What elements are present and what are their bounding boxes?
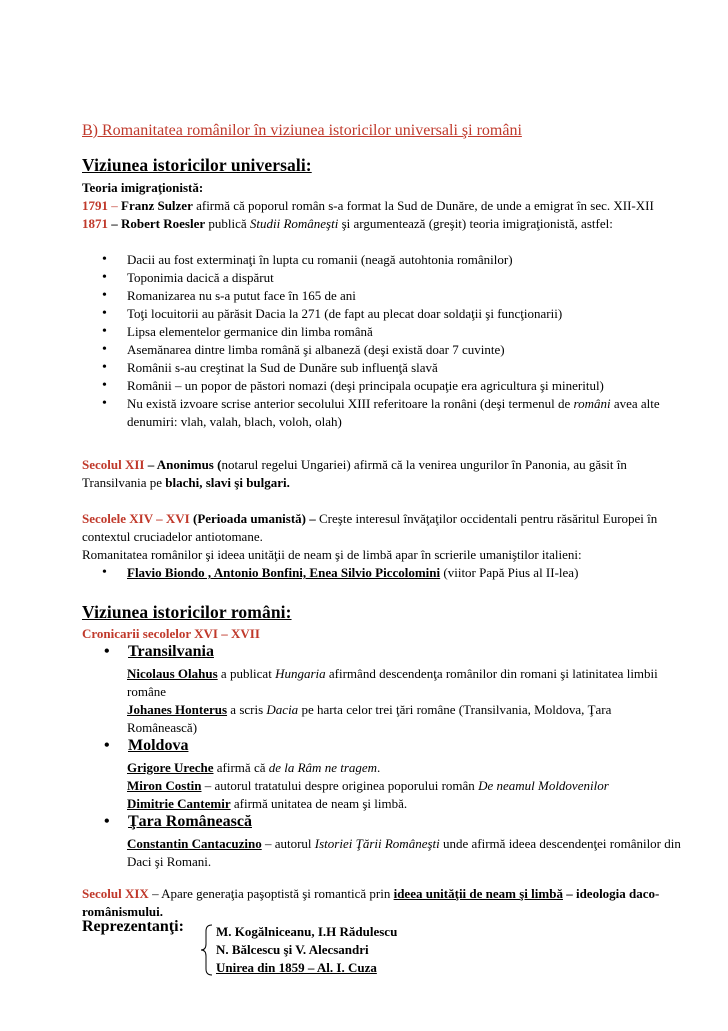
bullet-icon: •: [104, 737, 110, 754]
sulzer-name: Franz Sulzer: [121, 198, 193, 213]
roesler-work: Studii Româneşti: [249, 216, 339, 231]
transilvania-details: [127, 665, 682, 737]
costin-name: Miron Costin: [127, 778, 202, 793]
roesler-line: [82, 215, 672, 233]
xix-paragraph: [82, 885, 672, 921]
anonimus-peoples: blachi, slavi şi bulgari.: [165, 475, 290, 490]
sulzer-text: afirmă că poporul român s-a format la Sud de Dunăre, de unde a emigrat în sec. XII-XII: [192, 198, 654, 213]
list-item: • Toponimia dacică a dispărut: [82, 269, 672, 287]
transilvania-item: [104, 643, 214, 661]
humanist-names: Flavio Biondo , Antonio Bonfini, Enea Silvio Piccolomini: [127, 565, 441, 580]
section-title: B) Romanitatea românilor în viziunea istoricilor universali şi români: [82, 122, 522, 139]
bullet-icon: •: [104, 813, 110, 830]
honterus-text1: a scris: [227, 702, 267, 717]
humanism-century: Secolele XIV – XVI: [82, 511, 190, 526]
anonimus-century: Secolul XII: [82, 457, 145, 472]
last-argument-text2: avea alte denumiri: vlah, valah, blach, voloh, olah): [127, 396, 660, 429]
romanian-heading: Viziunea istoricilor români:: [82, 602, 292, 622]
cantemir-name: Dimitrie Cantemir: [127, 796, 231, 811]
cantacuzino-name: Constantin Cantacuzino: [127, 836, 262, 851]
sulzer-year: 1791: [82, 198, 108, 213]
olahus-line: [127, 665, 682, 701]
roesler-name: Robert Roesler: [121, 216, 206, 231]
moldova-label: Moldova: [128, 737, 189, 754]
humanism-label: (Perioada umanistă) –: [189, 511, 320, 526]
last-argument-text1: Nu există izvoare scrise anterior secolului XIII referitoare la ronâni (deşi termenul de: [127, 396, 574, 411]
list-item: N. Bălcescu şi V. Alecsandri: [216, 942, 369, 957]
cantemir-text1: afirmă unitatea de neam şi limbă.: [230, 796, 408, 811]
costin-line: [127, 777, 682, 795]
tara-romaneasca-item: [104, 813, 252, 831]
costin-work: De neamul Moldovenilor: [478, 778, 609, 793]
list-item: • Românii s-au creştinat la Sud de Dunăre sub influenţă slavă: [82, 359, 672, 377]
xix-text2: – ideologia daco-românismului.: [82, 886, 660, 919]
sulzer-paragraph: [82, 179, 672, 233]
moldova-details: [127, 759, 682, 813]
xix-idea: ideea unităţii de neam şi limbă: [393, 886, 563, 901]
list-item: • Românii – un popor de păstori nomazi (deşi principala ocupaţie era agricultura şi mineritul): [82, 377, 672, 395]
humanism-text2: Romanitatea românilor şi ideea unităţii de neam şi de limbă apar în scrierile umaniştilor italieni:: [82, 547, 582, 562]
honterus-work: Dacia: [266, 702, 299, 717]
ureche-text2: .: [377, 760, 381, 775]
humanism-paragraph: [82, 510, 672, 564]
representatives-label: Reprezentanţi:: [82, 918, 184, 935]
honterus-line: [127, 701, 682, 737]
humanism-line: [82, 510, 672, 546]
roesler-text1: publică: [205, 216, 250, 231]
list-item: • Asemănarea dintre limba română şi albaneză (deşi există doar 7 cuvinte): [82, 341, 672, 359]
list-item: • Romanizarea nu s-a putut face în 165 de ani: [82, 287, 672, 305]
ureche-name: Grigore Ureche: [127, 760, 214, 775]
cantemir-line: [127, 795, 682, 813]
list-item: • Toţi locuitorii au părăsit Dacia la 271 (de fapt au plecat doar soldaţii şi funcţionarii): [82, 305, 672, 323]
immigration-theory-label: Teoria imigraţionistă:: [82, 180, 204, 195]
list-item: [82, 395, 672, 431]
costin-text1: – autorul tratatului despre originea poporului român: [201, 778, 479, 793]
brace-icon: [200, 924, 214, 976]
tara-romaneasca-details: [127, 835, 682, 871]
list-item: M. Kogălniceanu, I.H Rădulescu: [216, 924, 398, 939]
humanist-names-note: (viitor Papă Pius al II-lea): [440, 565, 579, 580]
olahus-work: Hungaria: [275, 666, 326, 681]
honterus-name: Johanes Honterus: [127, 702, 228, 717]
list-item: • Dacii au fost exterminaţi în lupta cu romanii (neagă autohtonia românilor): [82, 251, 672, 269]
cantacuzino-work: Istoriei Ţării Româneşti: [314, 836, 440, 851]
olahus-name: Nicolaus Olahus: [127, 666, 218, 681]
representatives-list: [216, 923, 397, 977]
xix-text1: – Apare generaţia paşoptistă şi romantică prin: [148, 886, 394, 901]
ureche-text1: afirmă că: [213, 760, 269, 775]
cantacuzino-line: [127, 835, 682, 871]
anonimus-text: notarul regelui Ungariei) afirmă că la venirea ungurilor în Panonia, au găsit în Transilvania pe: [82, 457, 627, 490]
transilvania-label: Transilvania: [128, 643, 214, 660]
sulzer-dash: –: [108, 198, 121, 213]
xix-century: Secolul XIX: [82, 886, 149, 901]
list-item: Unirea din 1859 – Al. I. Cuza: [216, 960, 377, 975]
olahus-text1: a publicat: [217, 666, 276, 681]
list-item: • Lipsa elementelor germanice din limba română: [82, 323, 672, 341]
honterus-text2: pe harta celor trei ţări române (Transilvania, Moldova, Ţara Românească): [127, 702, 612, 735]
list-item: [82, 564, 672, 582]
ureche-quote: de la Râm ne tragem: [268, 760, 378, 775]
last-argument-italic: români: [573, 396, 611, 411]
cantacuzino-text2: unde afirmă ideea descendenţei românilor din Daci şi Romani.: [127, 836, 681, 869]
anonimus-paragraph: [82, 456, 672, 492]
bullet-icon: •: [104, 643, 110, 660]
roesler-text2: şi argumentează (greşit) teoria imigraţionistă, astfel:: [338, 216, 613, 231]
chroniclers-label: Cronicarii secolelor XVI – XVII: [82, 626, 260, 641]
anonimus-name: Anonimus (: [156, 457, 222, 472]
cantacuzino-text1: – autorul: [261, 836, 315, 851]
roesler-dash: –: [108, 216, 121, 231]
sulzer-line: [82, 197, 672, 215]
moldova-item: [104, 737, 188, 755]
humanism-text1: Creşte interesul învăţaţilor occidentali pentru răsăritul Europei în contextul cruciadelor antiotomane.: [82, 511, 658, 544]
anonimus-dash: –: [144, 457, 157, 472]
ureche-line: [127, 759, 682, 777]
roesler-year: 1871: [82, 216, 108, 231]
olahus-text2: afirmând descendenţa românilor din romani şi latinitatea limbii române: [127, 666, 658, 699]
tara-romaneasca-label: Ţara Românească: [128, 813, 252, 830]
roesler-arguments-list: [82, 251, 672, 431]
universal-heading: Viziunea istoricilor universali:: [82, 155, 312, 175]
humanists-list: [82, 564, 672, 582]
